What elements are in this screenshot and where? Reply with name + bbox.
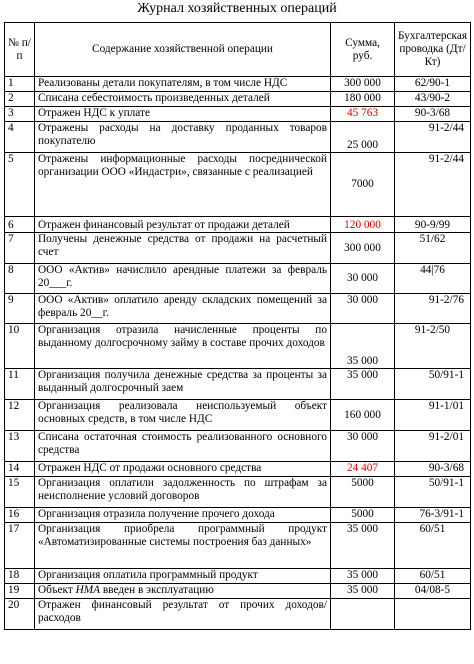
- row-sum: 24 407: [331, 462, 395, 477]
- row-prov: 60/51: [395, 523, 471, 569]
- row-sum: 7000: [331, 153, 395, 217]
- row-num: 7: [5, 233, 35, 264]
- row-desc: Организация отразила начисленные проценты по выданному долгосрочному займу в составе прочих доходов: [35, 324, 331, 369]
- row-num: 4: [5, 122, 35, 153]
- row-num: 19: [5, 584, 35, 599]
- row-desc: ООО «Актив» начислило арендные платежи за февраль 20___г.: [35, 264, 331, 294]
- table-row: [5, 122, 471, 153]
- table-row: [5, 523, 471, 569]
- row-sum: 120 000: [331, 217, 395, 233]
- row-desc: Получены денежные средства от продажи на расчетный счет: [35, 233, 331, 264]
- row-sum: 180 000: [331, 92, 395, 107]
- row-desc: Отражен НДС к уплате: [35, 107, 331, 122]
- table-row: [5, 77, 471, 92]
- row-num: 9: [5, 294, 35, 324]
- table-row: [5, 324, 471, 369]
- row-num: 3: [5, 107, 35, 122]
- row-prov: 62/90-1: [395, 77, 471, 92]
- row-sum: 35 000: [331, 369, 395, 400]
- row-desc: Отражен НДС от продажи основного средства: [35, 462, 331, 477]
- header-desc: Содержание хозяйственной операции: [35, 23, 331, 77]
- row-sum: 300 000: [331, 77, 395, 92]
- row-prov: 91-1/01: [395, 400, 471, 431]
- row-num: 12: [5, 400, 35, 431]
- table-row: [5, 569, 471, 584]
- row-desc: Организация оплатила программный продукт: [35, 569, 331, 584]
- row-num: 14: [5, 462, 35, 477]
- row-prov: 43/90-2: [395, 92, 471, 107]
- table-row: [5, 107, 471, 122]
- table-header-row: [5, 23, 471, 77]
- row-prov: 91-2/50: [395, 324, 471, 369]
- row-desc: [35, 584, 331, 599]
- row-sum: 5000: [331, 477, 395, 508]
- row-desc: Отражены информационные расходы посреднической организации ООО «Индастри», связанные с реализацией: [35, 153, 331, 217]
- row-sum: 45 763: [331, 107, 395, 122]
- row-prov: 90-3/68: [395, 107, 471, 122]
- table-row: [5, 584, 471, 599]
- row-desc: Организация оплатили задолженность по штрафам за неисполнение условий договоров: [35, 477, 331, 508]
- table-row: [5, 400, 471, 431]
- row-desc: Реализованы детали покупателям, в том числе НДС: [35, 77, 331, 92]
- row-num: 15: [5, 477, 35, 508]
- table-row: [5, 217, 471, 233]
- header-num: № п/п: [5, 23, 35, 77]
- row-prov: 50/91-1: [395, 477, 471, 508]
- row-desc: Списана себестоимость произведенных деталей: [35, 92, 331, 107]
- page-title: Журнал хозяйственных операций: [137, 1, 337, 16]
- row-desc: ООО «Актив» оплатило аренду складских помещений за февраль 20__г.: [35, 294, 331, 324]
- row-num: 1: [5, 77, 35, 92]
- row-sum: 30 000: [331, 294, 395, 324]
- row-desc: Списана остаточная стоимость реализованного основного средства: [35, 431, 331, 462]
- table-row: [5, 264, 471, 294]
- row-sum: 35 000: [331, 569, 395, 584]
- row-prov: 91-2/01: [395, 431, 471, 462]
- row-sum: [331, 599, 395, 630]
- row-desc: Отражен финансовый результат от прочих доходов/расходов: [35, 599, 331, 630]
- header-prov: Бухгалтерская проводка (Дт/Кт): [395, 23, 471, 77]
- header-sum: Сумма, руб.: [331, 23, 395, 77]
- row-num: 20: [5, 599, 35, 630]
- row-sum: 25 000: [331, 122, 395, 153]
- row-prov: 76-3/91-1: [395, 508, 471, 523]
- row-sum: 5000: [331, 508, 395, 523]
- table-row: [5, 233, 471, 264]
- row-num: 2: [5, 92, 35, 107]
- row-sum: 30 000: [331, 431, 395, 462]
- table-row: [5, 92, 471, 107]
- row-desc-post: введен в эксплуатацию: [100, 584, 214, 596]
- row-desc: Организация получила денежные средства за проценты за выданный долгосрочный заем: [35, 369, 331, 400]
- row-desc: Организация приобрела программный продукт «Автоматизированные системы построения баз данных»: [35, 523, 331, 569]
- row-prov: [395, 599, 471, 630]
- row-num: 10: [5, 324, 35, 369]
- row-prov: 91-2/44: [395, 122, 471, 153]
- table-row: [5, 462, 471, 477]
- row-desc: Отражены расходы на доставку проданных товаров покупателю: [35, 122, 331, 153]
- row-num: 17: [5, 523, 35, 569]
- row-sum: 35 000: [331, 324, 395, 369]
- row-desc: Организация отразила получение прочего дохода: [35, 508, 331, 523]
- row-desc-pre: Объект: [38, 584, 76, 596]
- table-row: [5, 153, 471, 217]
- row-sum: 160 000: [331, 400, 395, 431]
- operations-journal-table: [4, 22, 471, 630]
- row-num: 5: [5, 153, 35, 217]
- row-prov: 91-2/44: [395, 153, 471, 217]
- row-prov: 90-3/68: [395, 462, 471, 477]
- table-row: [5, 508, 471, 523]
- row-sum: 35 000: [331, 584, 395, 599]
- table-row: [5, 369, 471, 400]
- row-prov: 90-9/99: [395, 217, 471, 233]
- row-num: 18: [5, 569, 35, 584]
- row-prov: 44|76: [395, 264, 471, 294]
- row-desc: Отражен финансовый результат от продажи деталей: [35, 217, 331, 233]
- row-prov: 91-2/76: [395, 294, 471, 324]
- table-row: [5, 294, 471, 324]
- row-num: 8: [5, 264, 35, 294]
- row-num: 6: [5, 217, 35, 233]
- row-desc: Организация реализовала неиспользуемый объект основных средств, в том числе НДС: [35, 400, 331, 431]
- row-sum: 300 000: [331, 233, 395, 264]
- row-sum: 35 000: [331, 523, 395, 569]
- row-num: 13: [5, 431, 35, 462]
- row-prov: 50/91-1: [395, 369, 471, 400]
- row-prov: 51/62: [395, 233, 471, 264]
- row-prov: 04/08-5: [395, 584, 471, 599]
- table-row: [5, 599, 471, 630]
- table-row: [5, 477, 471, 508]
- row-desc-em: НМА: [75, 584, 101, 596]
- table-row: [5, 431, 471, 462]
- row-prov: 60/51: [395, 569, 471, 584]
- row-num: 16: [5, 508, 35, 523]
- row-sum: 30 000: [331, 264, 395, 294]
- row-num: 11: [5, 369, 35, 400]
